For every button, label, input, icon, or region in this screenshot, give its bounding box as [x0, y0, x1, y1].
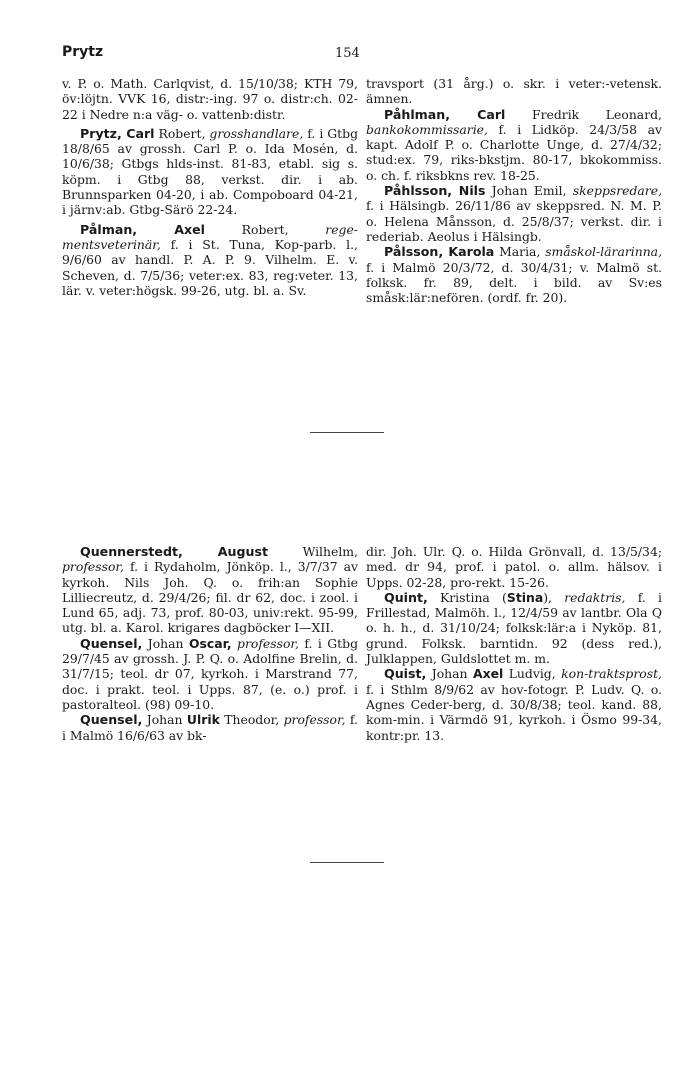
entry-given-names: Johan — [426, 666, 473, 682]
entry-call-name: Axel — [473, 666, 504, 682]
entry-given-names: Maria, — [494, 244, 546, 260]
entry-name: Pålman, Axel — [80, 221, 205, 237]
entry-occupation: rege-mentsveterinär, — [62, 221, 358, 252]
entry-given-names: Robert, — [154, 125, 210, 141]
entry-occupation: professor, — [231, 635, 299, 651]
entry-given-names: Johan — [142, 635, 189, 651]
entry-given-names: Johan Emil, — [485, 183, 573, 199]
entry-text: f. i Sthlm 8/9/62 av hov-fotogr. P. Ludv. Q. o. Agnes Ceder-berg, d. 30/8/38; teol. kand. 88, kom-min. i Värmdö 91, kyrkoh. i Ösmo 99-34, kontr:pr. 13. — [366, 681, 662, 743]
running-head: Prytz — [62, 44, 104, 60]
entry-name: Quensel, — [80, 635, 143, 651]
entry-quint-stina — [366, 590, 662, 666]
entry-name: Quennerstedt, August — [80, 544, 268, 559]
entry-text: f. i St. Tuna, Kop-parb. l., 9/6/60 av handl. P. A. P. 9. Vilhelm. E. v. Scheven, d. 7/5/36; veter:ex. 83, reg:veter. 13, lär. v. veter:högsk. 99-26, utg. bl. a. Sv. — [62, 236, 358, 298]
entry-name: Quint, — [384, 589, 428, 605]
entry-quensel-oscar — [62, 636, 358, 712]
entry-given-names: Robert, — [204, 221, 326, 237]
entry-call-name: Stina — [506, 589, 544, 605]
entry-name: Prytz, Carl — [80, 125, 155, 141]
entry-occupation: grosshandlare, — [209, 125, 304, 141]
entry-text: f. i Gtbg 18/8/65 av grossh. Carl P. o. Ida Mosén, d. 10/6/38; Gtbgs hlds-inst. 81-83, etabl. sig s. köpm. i Gtbg 88, verkst. dir. i ab. Brunnsparken 04-20, i ab. Compoboard 04-21, i järnv:ab. Gtbg-Särö 22-24. — [62, 125, 359, 218]
entry-given-names: Fredrik Leonard, — [505, 106, 662, 122]
entry-call-name: Ulrik — [186, 712, 220, 728]
entry-occupation: kon-traktsprost, — [561, 666, 662, 682]
entry-text: f. i Rydaholm, Jönköp. l., 3/7/37 av kyrkoh. Nils Joh. Q. o. frih:an Sophie Lilliecreutz, d. 29/4/26; fil. dr 62, doc. i zool. i Lund 65, adj. 73, prof. 80-03, univ:rekt. 95-99, utg. bl. a. Karol. krigares dagböcker I—XII. — [62, 559, 358, 636]
entry-given-names: Wilhelm, — [268, 544, 358, 559]
entry-occupation: redaktris, — [564, 589, 626, 605]
entry-palman-axel — [62, 222, 358, 298]
entry-given-names-2: Ludvig, — [503, 666, 562, 682]
page-header — [62, 44, 668, 66]
entry-occupation: professor, — [283, 712, 346, 728]
entry-quennerstedt-august — [62, 544, 358, 636]
entry-text: f. i Frillestad, Malmöh. l., 12/4/59 av lantbr. Ola Q o. h. h., d. 31/10/24; folksk:lär:a i Nyköp. 81, grund. Folksk. barntidn. 92 (dess red.), Julklappen, Guldslottet m. m. — [366, 589, 662, 667]
continued-entry-text: travsport (31 årg.) o. skr. i veter:-vetensk. ämnen. — [366, 76, 662, 107]
entry-occupation: bankokommissarie, — [366, 121, 488, 137]
entry-occupation: småskol-lärarinna, — [545, 244, 663, 260]
entry-name: Pålsson, Karola — [384, 244, 495, 260]
entry-occupation: skeppsredare, — [572, 183, 663, 199]
entry-call-name: Oscar, — [188, 635, 232, 651]
entry-palsson-karola — [366, 244, 662, 305]
entry-given-names: Kristina ( — [427, 589, 507, 605]
section-b-right-column — [366, 544, 662, 743]
section-divider — [310, 432, 384, 433]
page-number: 154 — [335, 46, 360, 61]
entry-quensel-ulrik — [62, 712, 358, 743]
entry-name: Quensel, — [80, 712, 143, 728]
entry-quist-axel — [366, 666, 662, 742]
section-b-left-column — [62, 544, 358, 743]
entry-name: Påhlsson, Nils — [384, 183, 486, 199]
entry-text: f. i Gtbg 29/7/45 av grossh. J. P. Q. o. Adolfine Brelin, d. 31/7/15; teol. dr 07, kyrkoh. i Marstrand 77, doc. i prakt. teol. i Upps. 87, (e. o.) prof. i pastoralteol. (98) 09-10. — [62, 635, 359, 712]
entry-pahlsson-nils — [366, 183, 662, 244]
entry-given-names: Johan — [142, 712, 187, 728]
continued-entry-text: dir. Joh. Ulr. Q. o. Hilda Grönvall, d. 13/5/34; med. dr 94, prof. i patol. o. allm. hälsov. i Upps. 02-28, pro-rekt. 15-26. — [366, 544, 662, 590]
entry-prytz-carl — [62, 126, 358, 218]
entry-given-names-2: ), — [543, 589, 565, 605]
section-divider — [310, 862, 384, 863]
entry-text: f. i Lidköp. 24/3/58 av kapt. Adolf P. o. Charlotte Unge, d. 27/4/32; stud:ex. 79, riks-bkstjm. 80-17, bkokommiss. o. ch. f. riksbkns rev. 18-25. — [366, 121, 662, 183]
entry-given-names-2: Theodor, — [219, 712, 284, 728]
entry-text: f. i Malmö 16/6/63 av bk- — [62, 712, 359, 743]
entry-text: f. i Malmö 20/3/72, d. 30/4/31; v. Malmö st. folksk. fr. 89, delt. i bild. av Sv:es småsk:lär:nefören. (ordf. fr. 20). — [366, 259, 662, 306]
entry-name: Quist, — [384, 666, 427, 682]
section-a-left-column — [62, 76, 358, 298]
section-a-right-column — [366, 76, 662, 305]
entry-pahlman-carl — [366, 107, 662, 183]
continued-entry-text: v. P. o. Math. Carlqvist, d. 15/10/38; KTH 79, öv:löjtn. VVK 16, distr:-ing. 97 o. distr:ch. 02-22 i Nedre n:a väg- o. vattenb:distr. — [62, 76, 358, 122]
entry-text: f. i Hälsingb. 26/11/86 av skeppsred. N. M. P. o. Helena Månsson, d. 25/8/37; verkst. dir. i rederiab. Aeolus i Hälsingb. — [366, 198, 662, 244]
entry-occupation: professor, — [62, 559, 124, 575]
entry-name: Påhlman, Carl — [384, 106, 506, 122]
